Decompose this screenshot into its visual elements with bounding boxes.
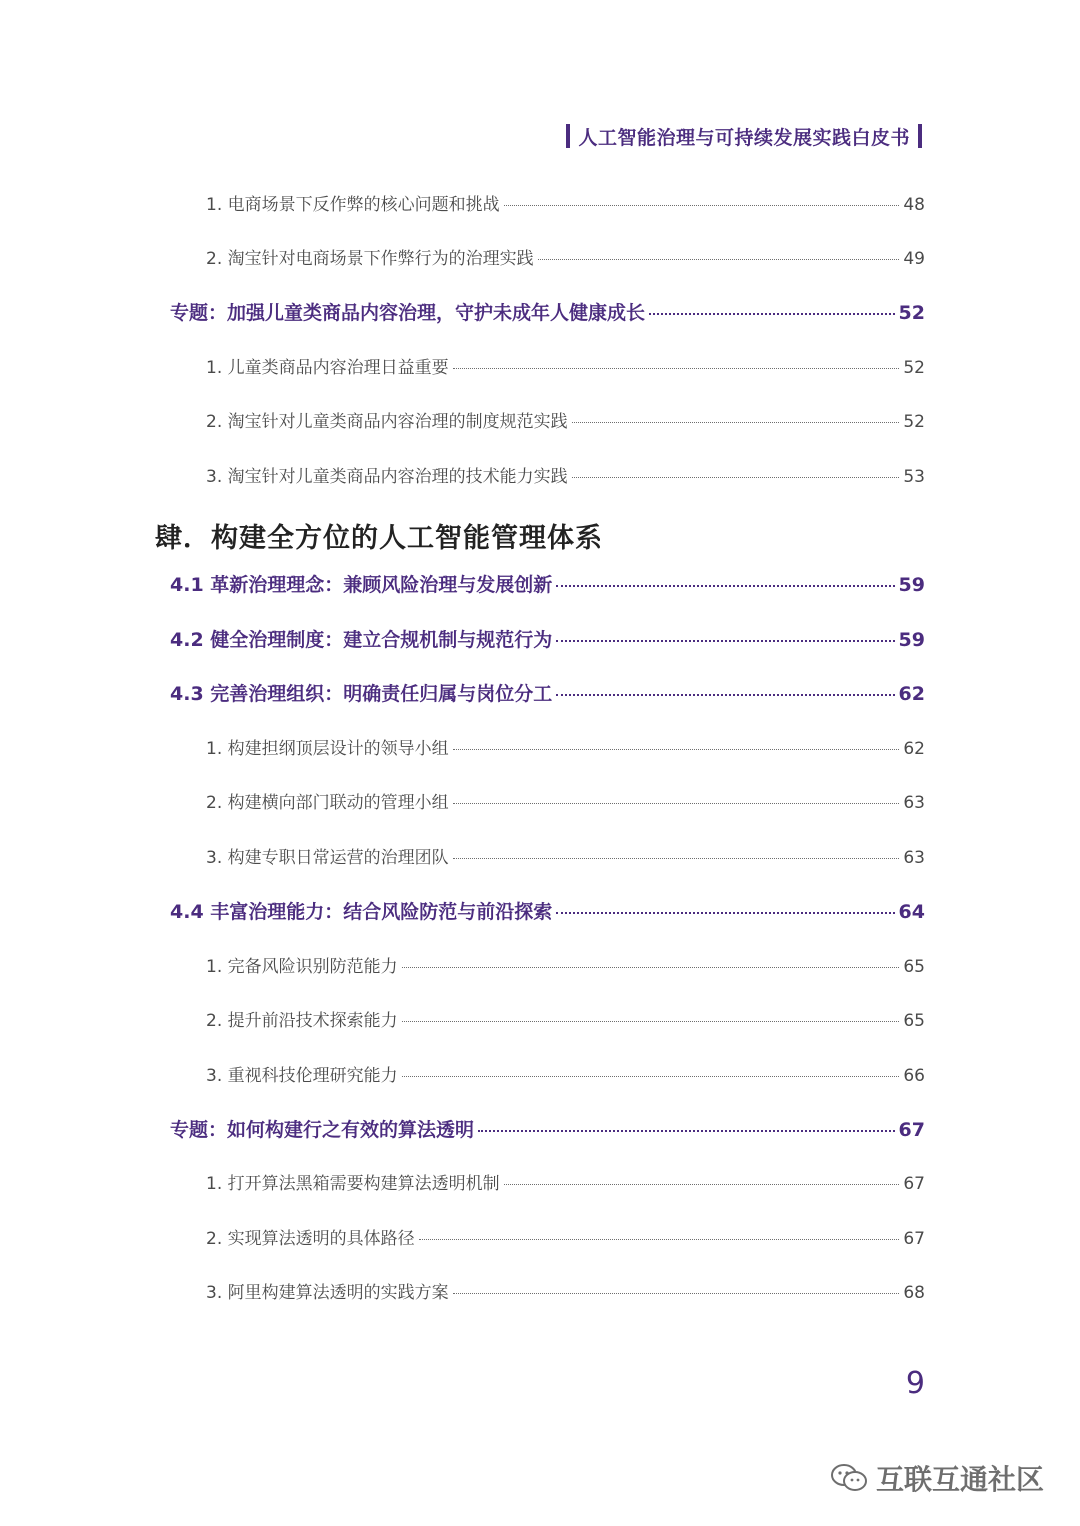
toc-section-entry[interactable] (170, 1115, 925, 1142)
toc-entry[interactable] (206, 1278, 925, 1303)
toc-leader-dots (649, 313, 895, 315)
toc-entry-label: 2. 淘宝针对电商场景下作弊行为的治理实践 (206, 249, 534, 269)
toc-leader-dots (538, 259, 900, 260)
header-left-bar (566, 124, 570, 148)
toc-entry-page: 65 (903, 957, 925, 977)
toc-entry-page: 62 (898, 683, 925, 705)
toc-entry-page: 59 (898, 574, 925, 596)
toc-leader-dots (402, 1021, 900, 1022)
toc-leader-dots (402, 1076, 900, 1077)
toc-section-entry[interactable] (170, 679, 925, 706)
toc-leader-dots (453, 368, 900, 369)
toc-entry[interactable] (206, 353, 925, 378)
toc-entry-label: 1. 完备风险识别防范能力 (206, 957, 398, 977)
toc-entry[interactable] (206, 244, 925, 269)
toc-entry-page: 59 (898, 629, 925, 651)
toc-entry-label: 3. 构建专职日常运营的治理团队 (206, 848, 449, 868)
toc-entry-page: 63 (903, 793, 925, 813)
toc-entry-page: 67 (903, 1174, 925, 1194)
toc-section-entry[interactable] (170, 625, 925, 652)
toc-leader-dots (453, 803, 900, 804)
toc-entry-label: 1. 儿童类商品内容治理日益重要 (206, 358, 449, 378)
toc-leader-dots (453, 858, 900, 859)
toc-entry-label: 4.3 完善治理组织：明确责任归属与岗位分工 (170, 683, 553, 705)
toc-leader-dots (504, 205, 900, 206)
toc-entry-label: 3. 阿里构建算法透明的实践方案 (206, 1283, 449, 1303)
toc-entry-label: 1. 构建担纲顶层设计的领导小组 (206, 739, 449, 759)
toc-entry[interactable] (206, 1006, 925, 1031)
toc-entry-page: 68 (903, 1283, 925, 1303)
toc-entry-label: 1. 打开算法黑箱需要构建算法透明机制 (206, 1174, 500, 1194)
toc-leader-dots (572, 477, 900, 478)
toc-entry-label: 2. 构建横向部门联动的管理小组 (206, 793, 449, 813)
toc-entry[interactable] (206, 407, 925, 432)
toc-entry-page: 52 (903, 358, 925, 378)
toc-leader-dots (556, 585, 894, 587)
toc-entry-label: 1. 电商场景下反作弊的核心问题和挑战 (206, 195, 500, 215)
watermark (830, 1458, 1044, 1498)
toc-section-entry[interactable] (170, 298, 925, 325)
toc-entry-label: 4.1 革新治理理念：兼顾风险治理与发展创新 (170, 574, 553, 596)
toc-entry[interactable] (206, 843, 925, 868)
toc-entry[interactable] (206, 1061, 925, 1086)
toc-entry-page: 66 (903, 1066, 925, 1086)
toc-entry[interactable] (206, 1224, 925, 1249)
toc-entry[interactable] (206, 462, 925, 487)
toc-entry-page: 65 (903, 1011, 925, 1031)
toc-entry[interactable] (206, 1169, 925, 1194)
toc-entry-label: 3. 重视科技伦理研究能力 (206, 1066, 398, 1086)
toc-entry[interactable] (206, 190, 925, 215)
running-header (558, 122, 930, 150)
toc-entry-label: 专题：如何构建行之有效的算法透明 (170, 1119, 475, 1141)
toc-leader-dots (556, 912, 894, 914)
toc-leader-dots (402, 967, 900, 968)
toc-leader-dots (453, 1293, 900, 1294)
toc-entry[interactable] (206, 952, 925, 977)
toc-entry[interactable] (206, 788, 925, 813)
toc-entry[interactable] (206, 734, 925, 759)
toc-leader-dots (504, 1184, 900, 1185)
toc-entry-label: 4.4 丰富治理能力：结合风险防范与前沿探索 (170, 901, 553, 923)
toc-entry-label: 2. 提升前沿技术探索能力 (206, 1011, 398, 1031)
toc-entry-label: 专题：加强儿童类商品内容治理，守护未成年人健康成长 (170, 302, 646, 324)
toc-leader-dots (453, 749, 900, 750)
toc-entry-page: 67 (898, 1119, 925, 1141)
toc-entry-page: 52 (903, 412, 925, 432)
header-right-bar (918, 124, 922, 148)
toc-entry-label: 3. 淘宝针对儿童类商品内容治理的技术能力实践 (206, 467, 568, 487)
wechat-icon (830, 1462, 868, 1494)
toc-entry-page: 49 (903, 249, 925, 269)
toc-entry-page: 63 (903, 848, 925, 868)
toc-entry-page: 53 (903, 467, 925, 487)
chapter-title: 肆．构建全方位的人工智能管理体系 (155, 523, 603, 554)
toc-entry-page: 62 (903, 739, 925, 759)
header-title: 人工智能治理与可持续发展实践白皮书 (578, 126, 910, 149)
toc-entry-page: 48 (903, 195, 925, 215)
toc-leader-dots (572, 422, 900, 423)
toc-leader-dots (419, 1239, 900, 1240)
toc-entry-page: 64 (898, 901, 925, 923)
toc-entry-label: 2. 实现算法透明的具体路径 (206, 1229, 415, 1249)
toc-leader-dots (556, 640, 894, 642)
toc-section-entry[interactable] (170, 570, 925, 597)
page-number: 9 (905, 1366, 925, 1401)
toc-entry-page: 67 (903, 1229, 925, 1249)
toc-leader-dots (478, 1130, 895, 1132)
toc-entry-page: 52 (898, 302, 925, 324)
toc-entry-label: 4.2 健全治理制度：建立合规机制与规范行为 (170, 629, 553, 651)
toc-leader-dots (556, 694, 894, 696)
toc-section-entry[interactable] (170, 897, 925, 924)
toc-entry-label: 2. 淘宝针对儿童类商品内容治理的制度规范实践 (206, 412, 568, 432)
watermark-text: 互联互通社区 (875, 1463, 1044, 1496)
